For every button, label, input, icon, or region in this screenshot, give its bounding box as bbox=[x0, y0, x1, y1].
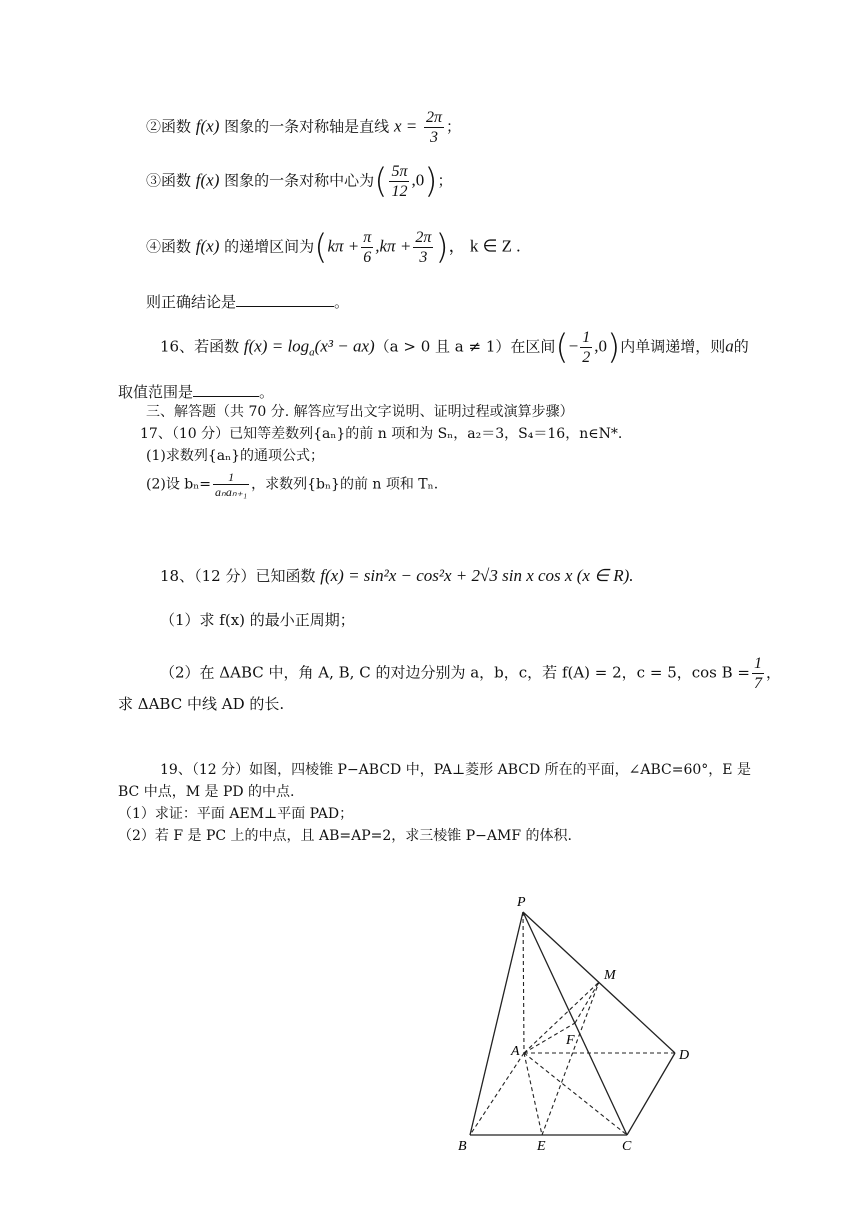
edge-PD bbox=[523, 912, 675, 1053]
edge-AC bbox=[524, 1053, 627, 1135]
edge-EM bbox=[542, 982, 599, 1135]
label-B: B bbox=[458, 1139, 467, 1154]
q16-line2: 取值范围是 。 bbox=[118, 380, 274, 402]
section-heading: 三、解答题（共 70 分. 解答应写出文字说明、证明过程或演算步骤） bbox=[146, 404, 574, 420]
edge-AM bbox=[524, 982, 599, 1053]
edge-CD bbox=[627, 1053, 675, 1135]
edge-PB bbox=[470, 912, 523, 1135]
q18-part1: （1）求 f(x) 的最小正周期； bbox=[160, 611, 355, 629]
label-P: P bbox=[517, 895, 526, 910]
q17-part1: (1)求数列{aₙ}的通项公式； bbox=[146, 448, 325, 464]
q17-part2: (2)设 bₙ= $\frac{1}{\text{aₙaₙ₊₁}}$ ，求数列{bₙ}的前 n 项和 Tₙ. bbox=[146, 470, 439, 499]
edge-AE bbox=[524, 1053, 542, 1135]
edge-AB bbox=[470, 1053, 524, 1135]
q18-stem: 18、（12 分）已知函数 f(x) = sin²x − cos²x + 2√3 sin x cos x (x ∈ R). bbox=[160, 566, 634, 585]
fraction-bn: $\frac{1}{\text{aₙaₙ₊₁}}$ bbox=[215, 470, 248, 499]
fraction-pi-6: $\frac{\pi}{6}$ bbox=[363, 229, 372, 266]
q18-part2-line2: 求 ΔABC 中线 AD 的长. bbox=[118, 695, 285, 713]
edge-FM bbox=[575, 982, 599, 1023]
label-E: E bbox=[537, 1139, 546, 1154]
q15-item3: ③函数 f(x) 图象的一条对称中心为( $\frac{5\pi}{12}$ ,0)； bbox=[146, 161, 453, 202]
q19-part1: （1）求证：平面 AEM⊥平面 PAD； bbox=[118, 806, 354, 822]
q16-line1: 16、若函数 $f(x) = \log_a(x^3 - ax)(a > 0$ 且 a ≠ 1）在区间(− $\frac{1}{2}$ ,0)内单调递增，则a的 bbox=[160, 327, 749, 368]
label-A: A bbox=[511, 1044, 520, 1059]
q15-item4: ④函数 f(x) 的递增区间为(kπ + $\frac{\pi}{6}$ ,kπ + $\frac{2\pi}{3}$ )， k ∈ Z . bbox=[146, 227, 521, 268]
edge-AF bbox=[524, 1023, 575, 1053]
label-D: D bbox=[679, 1048, 690, 1063]
edge-PC bbox=[523, 912, 627, 1135]
q19-stem2: BC 中点，M 是 PD 的中点. bbox=[118, 784, 295, 800]
answer-blank bbox=[236, 290, 334, 307]
fraction-2pi-3: $\frac{2\pi}{3}$ bbox=[426, 109, 443, 146]
label-C: C bbox=[622, 1139, 632, 1154]
q18-part2: （2）在 ΔABC 中，角 A, B, C 的对边分别为 a，b，c，若 f(A) = 2，c = 5，cos B = $\frac{1}{7}$ ， bbox=[160, 655, 782, 692]
edge-PA bbox=[523, 912, 524, 1053]
fraction-2pi-3b: $\frac{2\pi}{3}$ bbox=[415, 229, 432, 266]
q15-item2: ②函数 f(x) 图象的一条对称轴是直线 x = $\frac{2\pi}{3}$ ； bbox=[146, 109, 462, 146]
q19-part2: （2）若 F 是 PC 上的中点，且 AB=AP=2，求三棱锥 P−AMF 的体积. bbox=[118, 828, 572, 844]
answer-blank-q16 bbox=[193, 380, 259, 397]
fraction-5pi-12: $\frac{5\pi}{12}$ bbox=[391, 163, 408, 200]
label-M: M bbox=[604, 968, 616, 983]
label-F: F bbox=[566, 1033, 575, 1048]
q15-conclusion: 则正确结论是 。 bbox=[146, 290, 349, 312]
q19-stem1: 19、（12 分）如图，四棱锥 P−ABCD 中，PA⊥菱形 ABCD 所在的平面，∠ABC=60°，E 是 bbox=[160, 762, 751, 778]
fraction-1-2: $\frac{1}{2}$ bbox=[582, 329, 591, 366]
fraction-1-7: $\frac{1}{7}$ bbox=[754, 655, 762, 692]
q17-stem: 17、（10 分）已知等差数列{aₙ}的前 n 项和为 Sₙ，a₂＝3，S₄＝16，n∈N*. bbox=[140, 426, 623, 442]
